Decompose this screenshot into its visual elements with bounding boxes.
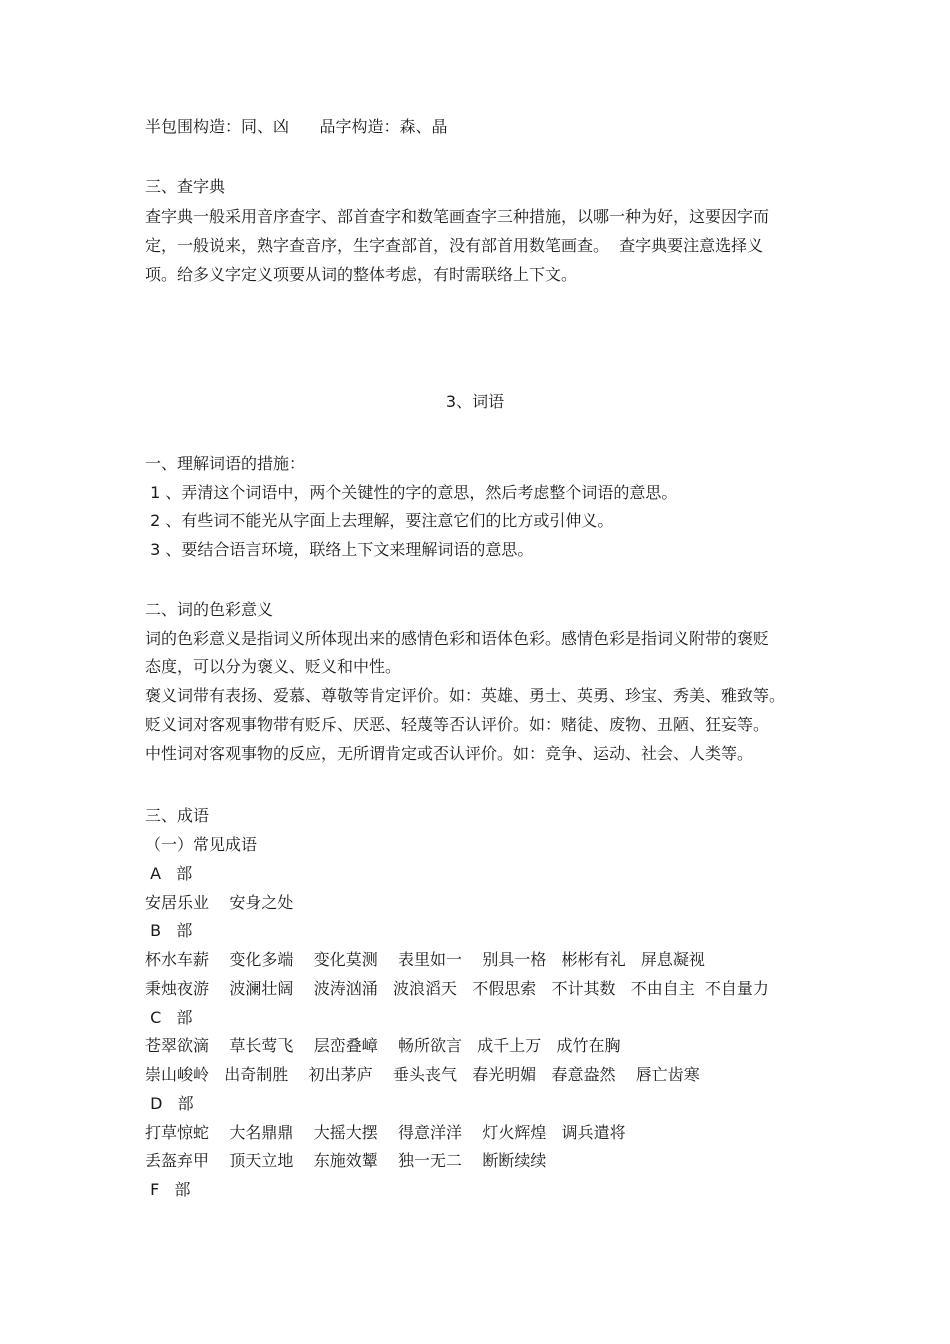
text-line: 褒义词带有表扬、爱慕、尊敬等肯定评价。如：英雄、勇士、英勇、珍宝、秀美、雅致等。 [145,686,786,705]
section-heading: 一、理解词语的措施： [145,454,306,473]
section-heading: 二、词的色彩意义 [145,600,274,619]
letter-heading: B 部 [145,921,193,940]
text-line: 1 、弄清这个词语中，两个关键性的字的意思，然后考虑整个词语的意思。 [145,483,678,502]
letter-heading: C 部 [145,1008,193,1027]
text-line: 定，一般说来，熟字查音序，生字查部首，没有部首用数笔画查。 查字典要注意选择义 [145,236,764,255]
text-line: 贬义词对客观事物带有贬斥、厌恶、轻蔑等否认评价。如：赌徒、废物、丑陋、狂妄等。 [145,715,770,734]
idiom-row: 崇山峻岭 出奇制胜 初出茅庐 垂头丧气 春光明媚 春意盎然 唇亡齿寒 [145,1065,700,1084]
text-line: 2 、有些词不能光从字面上去理解，要注意它们的比方或引伸义。 [145,511,614,530]
idiom-row: 安居乐业 安身之处 [145,893,294,912]
section-heading: 三、查字典 [145,177,226,196]
text-line: 查字典一般采用音序查字、部首查字和数笔画查字三种措施，以哪一种为好，这要因字而 [145,207,770,226]
text-line: 态度，可以分为褒义、贬义和中性。 [145,657,402,676]
idiom-row: 杯水车薪 变化多端 变化莫测 表里如一 别具一格 彬彬有礼 屏息凝视 [145,950,705,969]
letter-heading: F 部 [145,1180,191,1199]
letter-heading: D 部 [145,1094,194,1113]
letter-heading: A 部 [145,864,193,883]
text-line: 3 、要结合语言环境，联络上下文来理解词语的意思。 [145,540,534,559]
idiom-row: 打草惊蛇 大名鼎鼎 大摇大摆 得意洋洋 灯火辉煌 调兵遣将 [145,1123,626,1142]
chapter-title: 3、词语 [445,392,505,411]
idiom-row: 秉烛夜游 波澜壮阔 波涛汹涌 波浪滔天 不假思索 不计其数 不由自主 不自量力 [145,979,769,998]
text-line: 半包围构造：同、凶 品字构造：森、晶 [145,117,448,136]
subsection-heading: （一）常见成语 [145,835,258,854]
text-line: 词的色彩意义是指词义所体现出来的感情色彩和语体色彩。感情色彩是指词义附带的褒贬 [145,629,770,648]
section-heading: 三、成语 [145,806,210,825]
text-line: 项。给多义字定义项要从词的整体考虑，有时需联络上下文。 [145,265,578,284]
idiom-row: 苍翠欲滴 草长莺飞 层峦叠嶂 畅所欲言 成千上万 成竹在胸 [145,1036,621,1055]
text-line: 中性词对客观事物的反应，无所谓肯定或否认评价。如：竞争、运动、社会、人类等。 [145,744,754,763]
idiom-row: 丢盔弃甲 顶天立地 东施效颦 独一无二 断断续续 [145,1151,547,1170]
